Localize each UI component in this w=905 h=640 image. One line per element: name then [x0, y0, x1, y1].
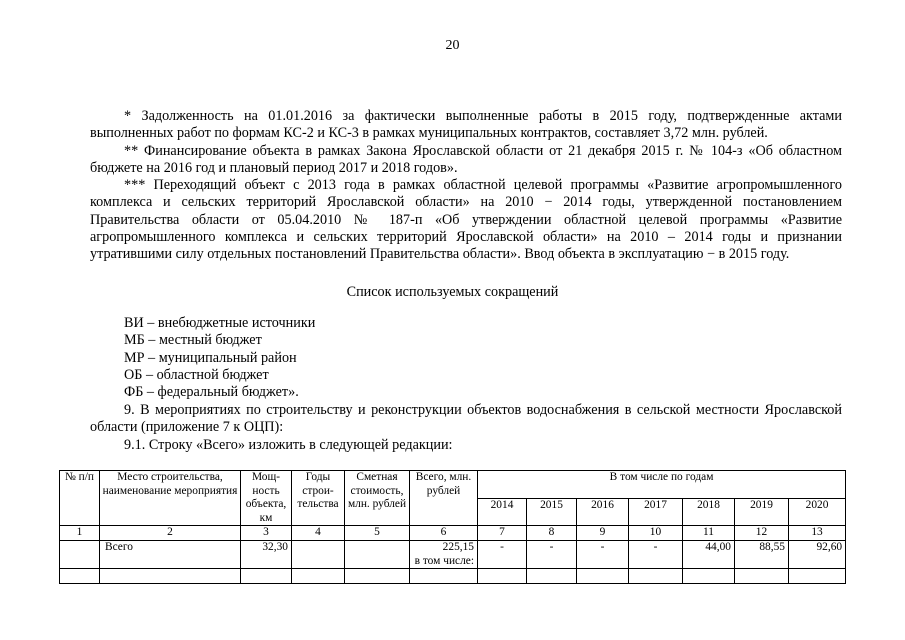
- row-place: Всего: [100, 540, 241, 568]
- row-value: -: [527, 540, 577, 568]
- col-number: 6: [410, 526, 478, 541]
- col-number: 4: [292, 526, 345, 541]
- abbreviation-item: ВИ – внебюджетные источники: [124, 315, 316, 331]
- header-years: Годы строи-тельства: [292, 471, 345, 526]
- table-header-row: [60, 471, 846, 499]
- row-value: 92,60: [789, 540, 846, 568]
- item-9-1-text: 9.1. Строку «Всего» изложить в следующей редакции:: [124, 436, 453, 453]
- row-value: 44,00: [683, 540, 735, 568]
- row-total-sub: в том числе:: [414, 554, 474, 567]
- table-row: [60, 540, 846, 568]
- row-years: [292, 540, 345, 568]
- header-year: 2016: [577, 498, 629, 526]
- col-number: 7: [478, 526, 527, 541]
- col-number: 9: [577, 526, 629, 541]
- row-estimate: [345, 540, 410, 568]
- header-year: 2020: [789, 498, 846, 526]
- header-by-years: В том числе по годам: [478, 471, 846, 499]
- row-capacity: 32,30: [241, 540, 292, 568]
- abbreviation-item: МР – муниципальный район: [124, 349, 297, 366]
- col-number: 1: [60, 526, 100, 541]
- item-9-text: 9. В мероприятиях по строительству и реконструкции объектов водоснабжения в сельской местности Ярославской области (приложение 7 к ОЦП):: [90, 402, 842, 436]
- footnotes-block: [90, 108, 842, 264]
- abbreviations-list: [124, 315, 315, 401]
- abbreviation-item: ФБ – федеральный бюджет».: [124, 384, 299, 401]
- col-number: 12: [735, 526, 789, 541]
- col-number: 2: [100, 526, 241, 541]
- header-year: 2014: [478, 498, 527, 526]
- row-value: -: [478, 540, 527, 568]
- row-value: -: [629, 540, 683, 568]
- abbreviation-item: ОБ – областной бюджет: [124, 366, 269, 383]
- row-value: -: [577, 540, 629, 568]
- header-year: 2018: [683, 498, 735, 526]
- row-total: 225,15: [442, 540, 474, 553]
- row-num: [60, 540, 100, 568]
- header-year: 2017: [629, 498, 683, 526]
- page-number: 20: [445, 38, 460, 53]
- col-number: 8: [527, 526, 577, 541]
- row-value: 88,55: [735, 540, 789, 568]
- footnote-2: ** Финансирование объекта в рамках Закона Ярославской области от 21 декабря 2015 г. № 104-з «Об областном бюджете на 2016 год и плановый период 2017 и 2018 годов».: [90, 142, 842, 176]
- header-capacity: Мощ-ность объекта, км: [241, 471, 292, 526]
- header-year: 2019: [735, 498, 789, 526]
- header-estimate: Сметная стоимость, млн. рублей: [345, 471, 410, 526]
- col-number: 3: [241, 526, 292, 541]
- header-num: № п/п: [60, 471, 100, 526]
- table-col-numbers-row: [60, 526, 846, 541]
- header-place: Место строительства, наименование мероприятия: [100, 471, 241, 526]
- header-year: 2015: [527, 498, 577, 526]
- header-total: Всего, млн. рублей: [410, 471, 478, 526]
- abbreviation-item: МБ – местный бюджет: [124, 332, 262, 349]
- col-number: 13: [789, 526, 846, 541]
- item-9-block: [90, 402, 842, 454]
- abbreviations-heading: Список используемых сокращений: [346, 284, 559, 300]
- footnote-1: * Задолженность на 01.01.2016 за фактически выполненные работы в 2015 году, подтвержденные актами выполненных работ по формам КС-2 и КС-3 в рамках муниципальных контрактов, составляет 3,72 млн. рублей.: [90, 108, 842, 142]
- col-number: 10: [629, 526, 683, 541]
- col-number: 5: [345, 526, 410, 541]
- footnote-3: *** Переходящий объект с 2013 года в рамках областной целевой программы «Развитие агропромышленного комплекса и сельских территорий Ярославской области» на 2010 − 2014 годы, утвержденной постановлением Правительства области от 05.04.2010 № 187-п «Об утверждении областной целевой программы «Развитие агропромышленного комплекса и сельских территорий Ярославской области» на 2010 – 2014 годы и признании утратившими силу отдельных постановлений Правительства области». Ввод объекта в эксплуатацию − в 2015 году.: [90, 177, 842, 263]
- row-total-cell: [410, 540, 478, 568]
- budget-table: [59, 470, 846, 584]
- table-row-filler: [60, 569, 846, 584]
- col-number: 11: [683, 526, 735, 541]
